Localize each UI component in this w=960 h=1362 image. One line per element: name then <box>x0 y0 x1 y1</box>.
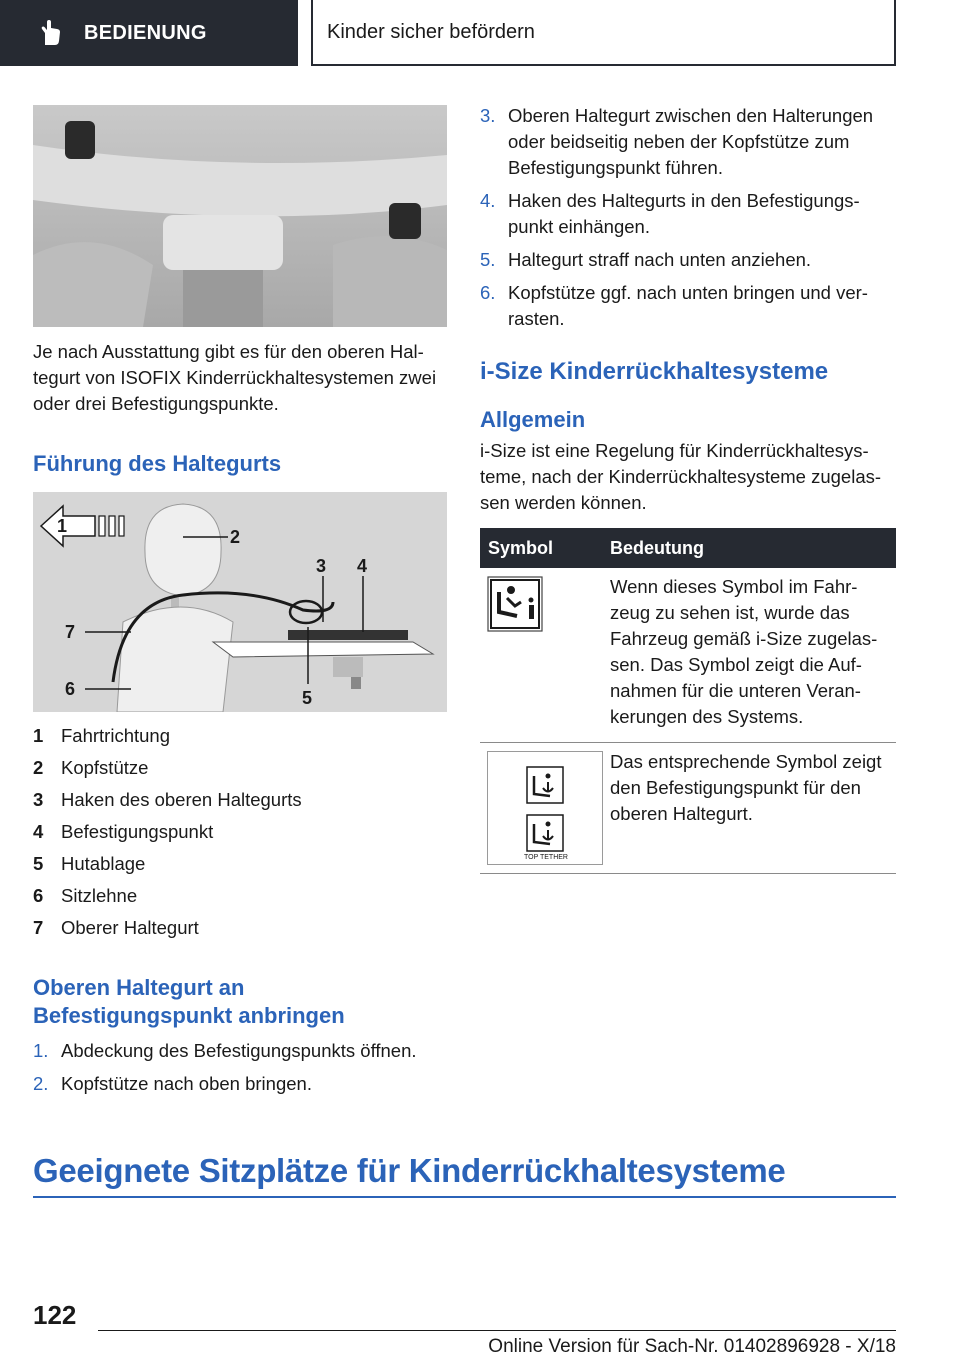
table-row <box>480 743 896 874</box>
heading-routing: Führung des Haltegurts <box>33 451 282 476</box>
diagram-label-7: 7 <box>65 622 76 642</box>
attach-steps <box>33 1038 447 1097</box>
isize-anchor-icon <box>487 576 543 632</box>
anchor-icon <box>526 766 564 804</box>
anchor-icon <box>526 814 564 852</box>
step-item: 4. Haken des Haltegurts in den Befestigungs-punkt einhängen. <box>480 190 860 237</box>
step-item: 5. Haltegurt straff nach unten anziehen. <box>480 249 812 270</box>
tether-routing-diagram <box>33 492 447 712</box>
legend-item: 3 Haken des oberen Haltegurts <box>33 789 302 810</box>
legend-item: 4 Befestigungspunkt <box>33 821 214 842</box>
chapter-title: Kinder sicher befördern <box>327 20 535 43</box>
diagram-label-1: 1 <box>57 516 68 536</box>
right-column <box>480 103 896 874</box>
step-item: 6. Kopfstütze ggf. nach unten bringen und ver-rasten. <box>480 282 868 329</box>
heading-general: Allgemein <box>480 407 586 432</box>
legend-list <box>33 720 447 944</box>
legend-item: 6 Sitzlehne <box>33 885 138 906</box>
column-header-symbol: Symbol <box>480 528 606 568</box>
step-item: 2. Kopfstütze nach oben bringen. <box>33 1073 312 1094</box>
symbol-table <box>480 528 896 874</box>
top-tether-icon-frame <box>487 751 603 865</box>
left-column <box>33 105 447 1104</box>
symbol-cell <box>480 568 606 743</box>
header-chapter-box <box>311 0 896 66</box>
legend-item: 2 Kopfstütze <box>33 757 149 778</box>
page-number: 122 <box>33 1300 77 1330</box>
section-label: BEDIENUNG <box>84 21 207 44</box>
diagram-label-2: 2 <box>230 527 241 547</box>
general-paragraph: i-Size ist eine Regelung für Kinderrückhaltesys-teme, nach der Kinderrückhaltesysteme zugelas-sen werden können. <box>480 440 882 513</box>
header-section-tab <box>0 0 298 66</box>
diagram-label-3: 3 <box>316 556 327 576</box>
step-item: 3. Oberen Haltegurt zwischen den Halterungen oder beidseitig neben der Kopfstütze zum Befestigungspunkt führen. <box>480 105 874 178</box>
footer-divider <box>98 1330 896 1331</box>
isofix-anchor-photo <box>33 105 447 327</box>
meaning-cell: Das entsprechende Symbol zeigt den Befestigungspunkt für den oberen Haltegurt. <box>606 743 896 874</box>
step-item: 1. Abdeckung des Befestigungspunkts öffnen. <box>33 1040 417 1061</box>
intro-paragraph: Je nach Ausstattung gibt es für den oberen Hal-tegurt von ISOFIX Kinderrückhaltesystemen zwei oder drei Befestigungspunkte. <box>33 341 437 414</box>
hand-icon <box>36 19 64 47</box>
diagram-label-5: 5 <box>302 688 313 708</box>
symbol-cell <box>480 743 606 874</box>
continued-steps <box>480 103 896 332</box>
table-row <box>480 568 896 743</box>
footer-version-text: Online Version für Sach-Nr. 01402896928 - X/18 <box>488 1336 896 1357</box>
top-tether-caption: TOP TETHER <box>524 854 568 861</box>
legend-item: 1 Fahrtrichtung <box>33 725 170 746</box>
heading-attach: Oberen Haltegurt an Befestigungspunkt anbringen <box>33 975 345 1028</box>
section-title-seating: Geeignete Sitzplätze für Kinderrückhaltesysteme <box>33 1152 896 1198</box>
column-header-meaning: Bedeutung <box>606 528 896 568</box>
legend-item: 7 Oberer Haltegurt <box>33 917 199 938</box>
diagram-label-6: 6 <box>65 679 76 699</box>
diagram-label-4: 4 <box>357 556 368 576</box>
legend-item: 5 Hutablage <box>33 853 146 874</box>
meaning-cell: Wenn dieses Symbol im Fahr-zeug zu sehen ist, wurde das Fahrzeug gemäß i-Size zugelas-sen. Das Symbol zeigt die Auf-nahmen für die unteren Veran-kerungen des Systems. <box>606 568 896 743</box>
heading-isize: i-Size Kinderrückhaltesysteme <box>480 358 829 385</box>
